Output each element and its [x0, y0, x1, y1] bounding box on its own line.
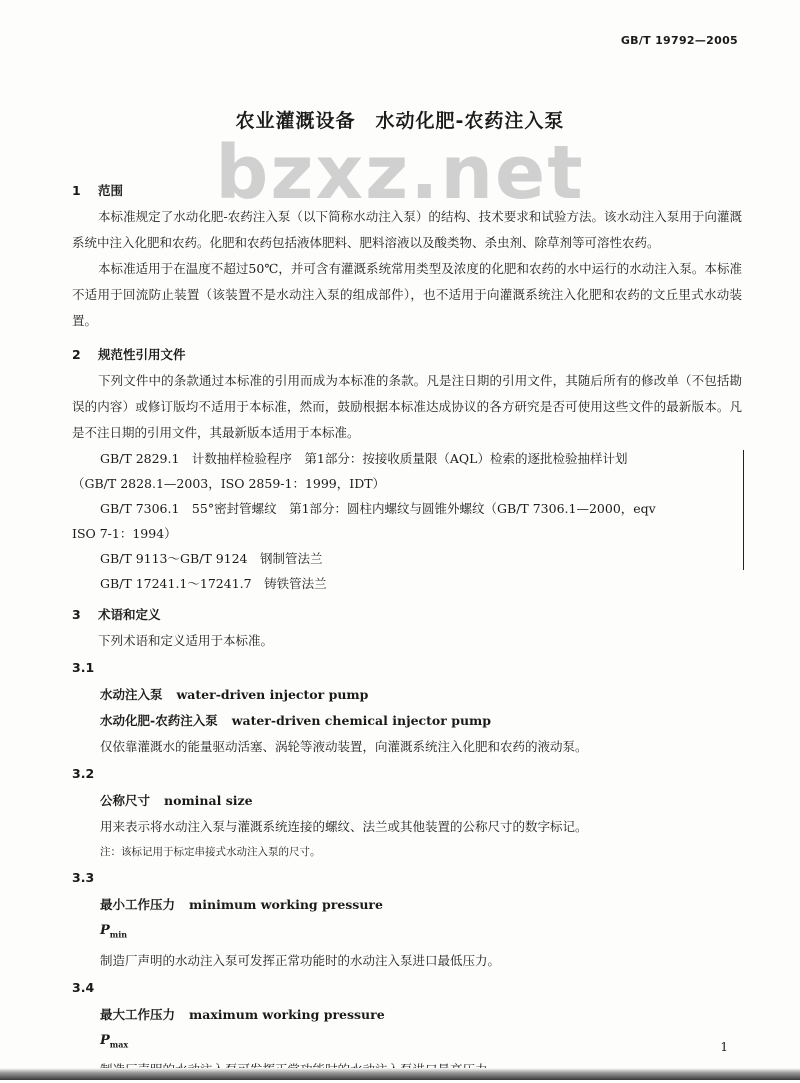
term-number: 3.1 — [72, 660, 95, 675]
term-number: 3.2 — [72, 766, 95, 781]
section-title: 术语和定义 — [98, 607, 161, 622]
standard-code: GB/T 19792—2005 — [620, 34, 738, 47]
scan-edge — [0, 1068, 800, 1080]
paragraph: 本标准适用于在温度不超过50℃，并可含有灌溉系统常用类型及浓度的化肥和农药的水中运行的水动注入泵。本标准不适用于回流防止装置（该装置不是水动注入泵的组成部件），也不适用于向灌溉系统注入化肥和农药的文丘里式水动装置。 — [72, 261, 742, 328]
term-zh: 水动化肥-农药注入泵 — [100, 713, 218, 728]
section-number: 3 — [72, 607, 81, 622]
reference-item: GB/T 17241.1～17241.7 铸铁管法兰 — [100, 576, 327, 591]
section-title: 规范性引用文件 — [98, 347, 186, 362]
term-number: 3.3 — [72, 870, 95, 885]
paragraph: 下列文件中的条款通过本标准的引用而成为本标准的条款。凡是注日期的引用文件，其随后所有的修改单（不包括勘误的内容）或修订版均不适用于本标准，然而，鼓励根据本标准达成协议的各方研究是否可使用这些文件的最新版本。凡是不注日期的引用文件，其最新版本适用于本标准。 — [72, 373, 742, 440]
document-body — [72, 178, 742, 1083]
section-1-heading — [72, 178, 742, 204]
reference-list — [72, 446, 742, 596]
change-bar — [743, 450, 745, 570]
term-number: 3.4 — [72, 979, 95, 995]
symbol-subscript: min — [109, 929, 128, 940]
symbol-letter: P — [100, 1032, 110, 1048]
term-definition: 仅依靠灌溉水的能量驱动活塞、涡轮等液动装置，向灌溉系统注入化肥和农药的液动泵。 — [100, 739, 588, 754]
term-en: nominal size — [164, 793, 253, 808]
term-zh: 水动注入泵 — [100, 687, 163, 702]
term-en: water-driven injector pump — [176, 687, 369, 702]
term-symbol — [72, 1028, 742, 1058]
watermark: bzxz.net — [215, 130, 585, 216]
term-zh: 最小工作压力 — [100, 897, 176, 912]
reference-item-continued: （GB/T 2828.1—2003，ISO 2859-1：1999，IDT） — [72, 476, 386, 491]
symbol-subscript: max — [109, 1039, 129, 1050]
section-title: 范围 — [98, 183, 124, 198]
page-number: 1 — [720, 1040, 728, 1054]
term-en: water-driven chemical injector pump — [231, 713, 491, 728]
term-symbol — [72, 918, 742, 948]
section-2-heading — [72, 342, 742, 368]
term-en: maximum working pressure — [189, 1006, 385, 1022]
term-definition: 用来表示将水动注入泵与灌溉系统连接的螺纹、法兰或其他装置的公称尺寸的数字标记。 — [100, 819, 588, 834]
section-number: 1 — [72, 183, 81, 198]
term-definition: 制造厂声明的水动注入泵可发挥正常功能时的水动注入泵进口最低压力。 — [100, 952, 501, 968]
reference-item-continued: ISO 7-1：1994） — [72, 526, 177, 541]
section-number: 2 — [72, 347, 81, 362]
term-entry — [72, 892, 742, 918]
reference-item: GB/T 9113～GB/T 9124 钢制管法兰 — [100, 551, 323, 566]
reference-item: GB/T 7306.1 55°密封管螺纹 第1部分：圆柱内螺纹与圆锥外螺纹（GB/T 7306.1—2000，eqv — [100, 501, 656, 516]
term-entry — [72, 1002, 742, 1028]
term-note: 注：该标记用于标定串接式水动注入泵的尺寸。 — [100, 846, 321, 858]
term-zh: 最大工作压力 — [100, 1006, 176, 1022]
term-entry — [72, 682, 742, 708]
term-entry — [72, 708, 742, 734]
paragraph: 本标准规定了水动化肥-农药注入泵（以下简称水动注入泵）的结构、技术要求和试验方法。该水动注入泵用于向灌溉系统中注入化肥和农药。化肥和农药包括液体肥料、肥料溶液以及酸类物、杀虫剂、除草剂等可溶性农药。 — [72, 209, 742, 250]
document-title: 农业灌溉设备 水动化肥-农药注入泵 — [235, 110, 565, 132]
term-zh: 公称尺寸 — [100, 793, 151, 808]
reference-item: GB/T 2829.1 计数抽样检验程序 第1部分：按接收质量限（AQL）检索的逐批检验抽样计划 — [100, 451, 628, 466]
section-3-heading — [72, 602, 742, 628]
term-entry — [72, 788, 742, 814]
paragraph: 下列术语和定义适用于本标准。 — [98, 633, 274, 648]
term-en: minimum working pressure — [189, 897, 383, 912]
symbol-letter: P — [100, 923, 110, 938]
